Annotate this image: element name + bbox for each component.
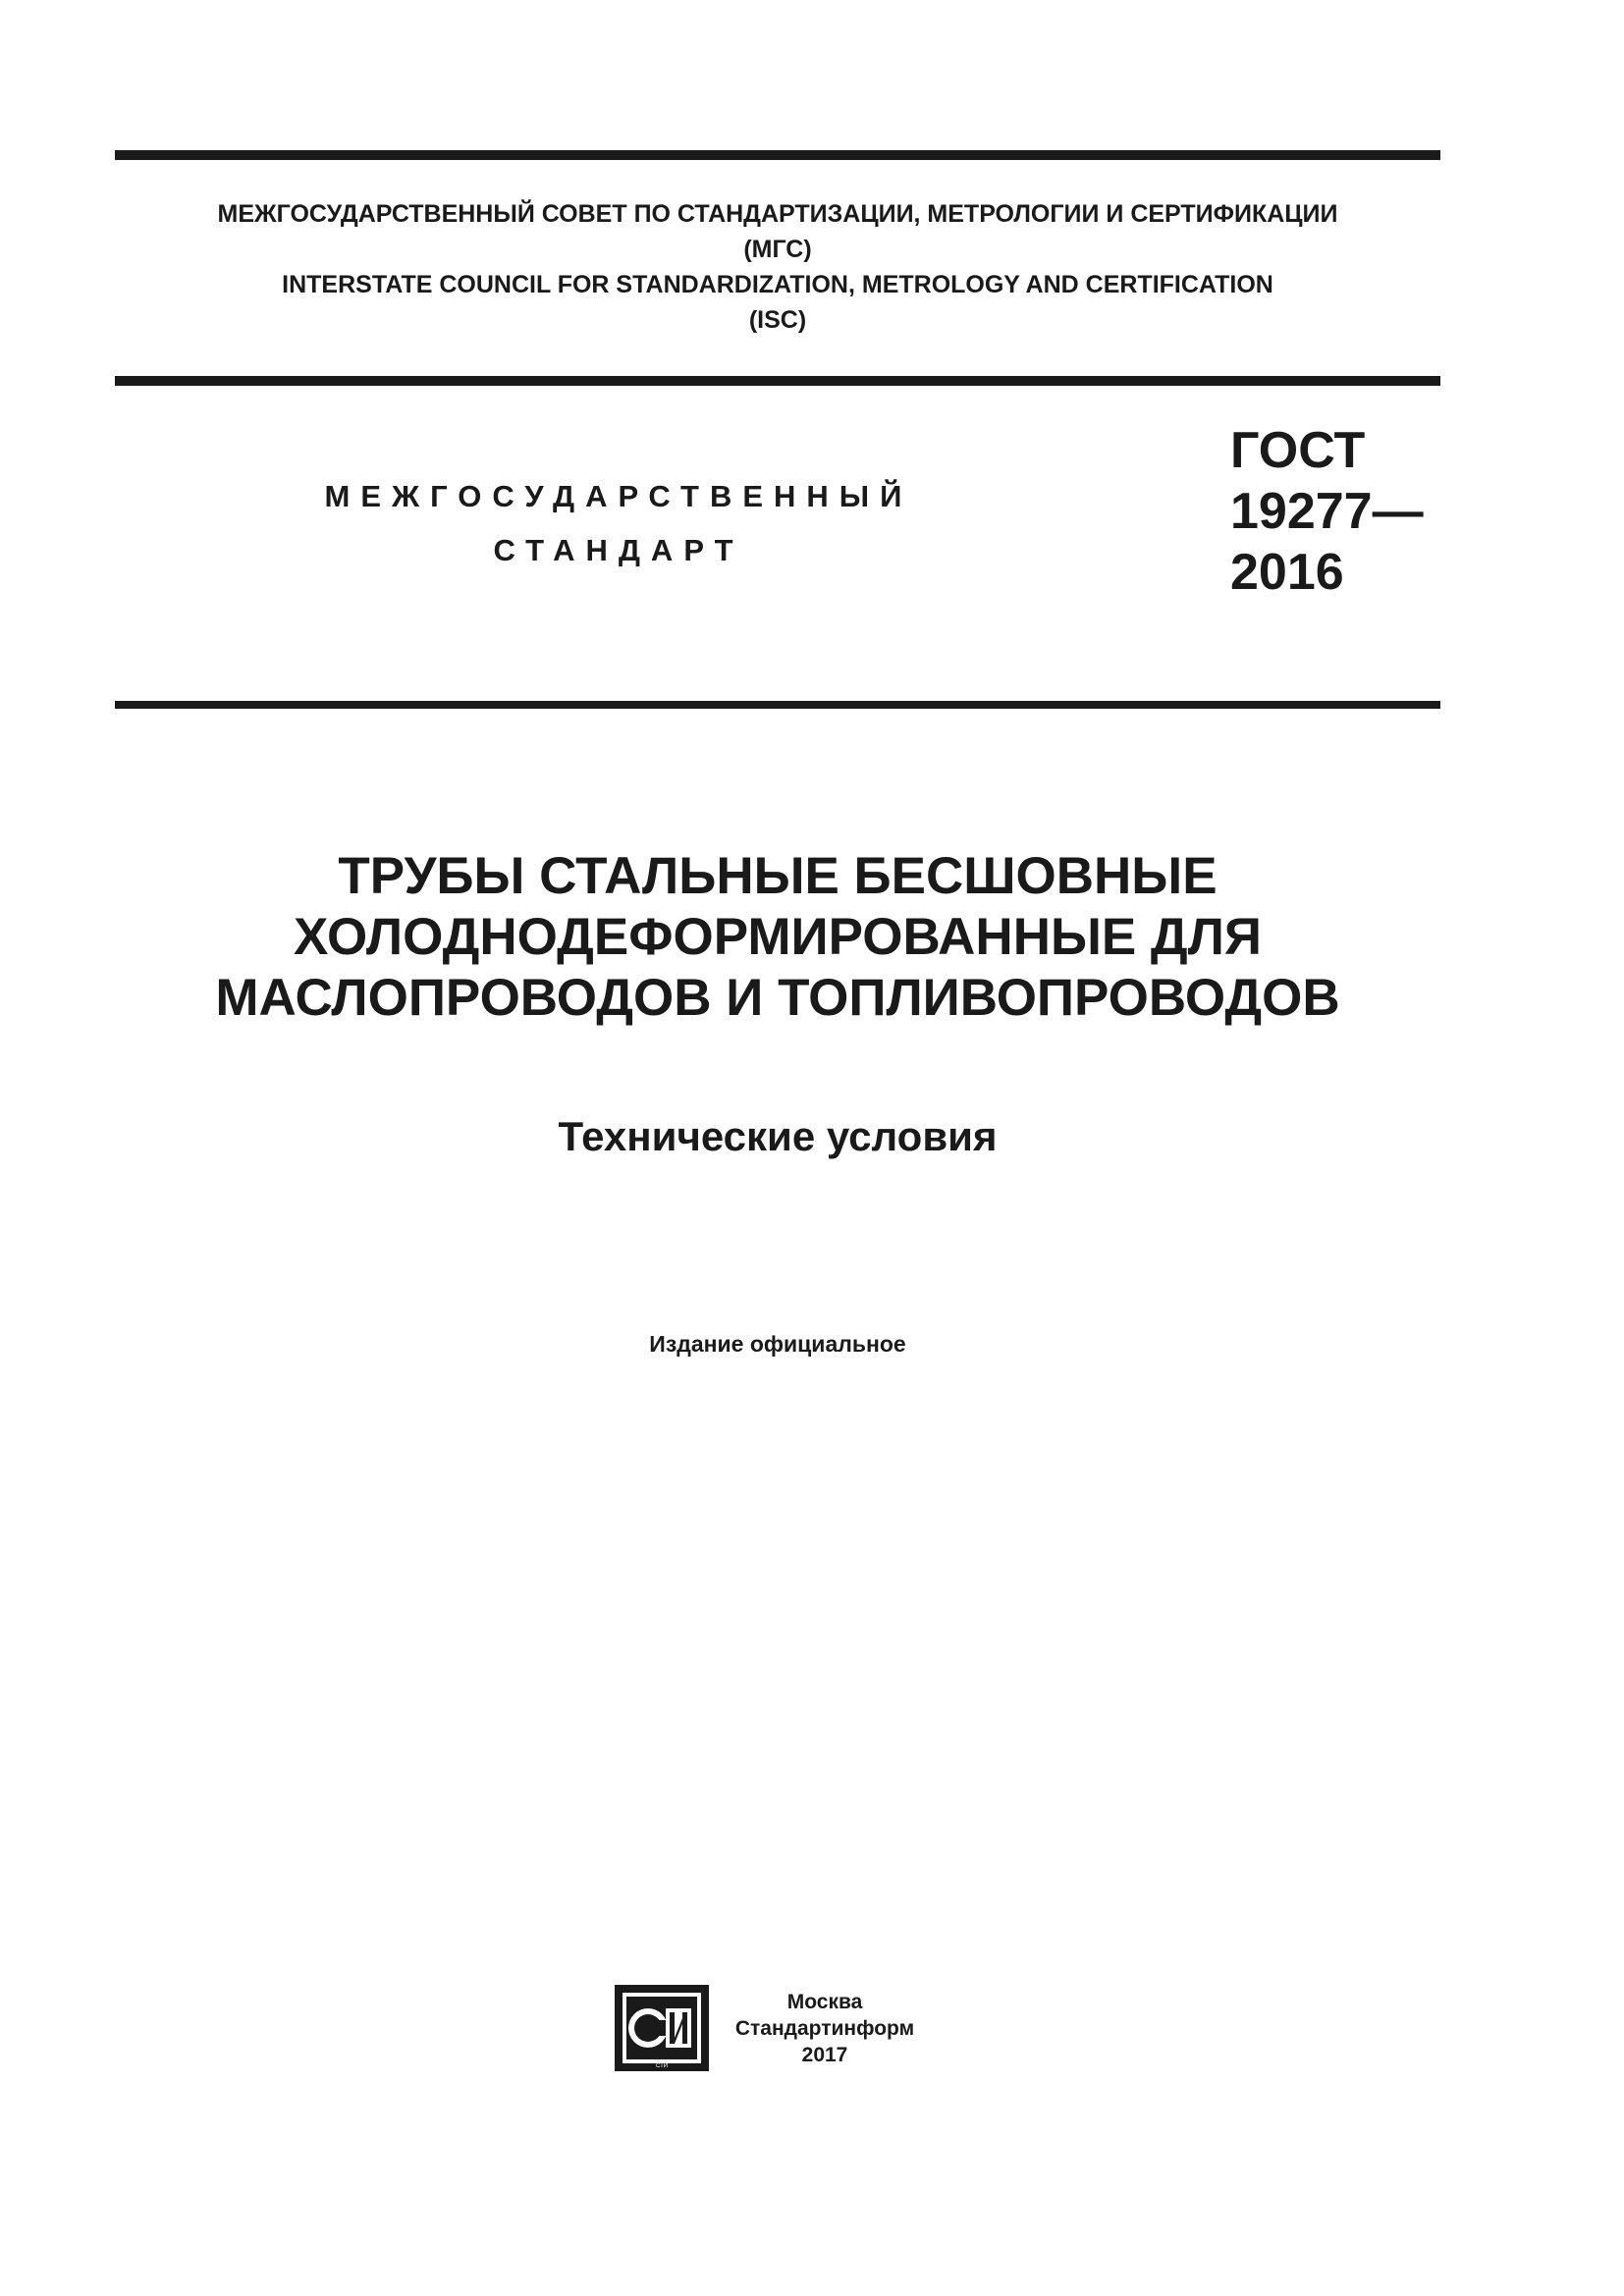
document-subtitle: Технические условия — [558, 1113, 998, 1159]
publisher-year: 2017 — [801, 2044, 848, 2066]
bottom-rule — [115, 701, 1440, 709]
council-header — [115, 196, 1440, 338]
standard-kind-line1: МЕЖГОСУДАРСТВЕННЫЙ — [324, 479, 913, 513]
standard-kind-line2: СТАНДАРТ — [493, 533, 744, 567]
title-line2: ХОЛОДНОДЕФОРМИРОВАННЫЕ ДЛЯ — [294, 908, 1262, 966]
standard-kind — [295, 469, 943, 577]
title-line1: ТРУБЫ СТАЛЬНЫЕ БЕСШОВНЫЕ — [338, 847, 1218, 905]
council-ru-abbr: (МГС) — [743, 236, 812, 263]
publisher-city: Москва — [786, 1991, 863, 2013]
gost-year: 2016 — [1230, 544, 1344, 601]
gost-designation — [1230, 420, 1424, 603]
middle-rule — [115, 376, 1440, 386]
council-en-name: INTERSTATE COUNCIL FOR STANDARDIZATION, METROLOGY AND CERTIFICATION — [282, 271, 1273, 298]
standartinform-logo-icon — [615, 1985, 709, 2071]
title-line3: МАСЛОПРОВОДОВ И ТОПЛИВОПРОВОДОВ — [215, 969, 1340, 1027]
document-title — [115, 846, 1440, 1029]
council-en-abbr: (ISC) — [748, 306, 807, 334]
gost-prefix: ГОСТ — [1230, 422, 1366, 479]
council-ru-name: МЕЖГОСУДАРСТВЕННЫЙ СОВЕТ ПО СТАНДАРТИЗАЦИИ, МЕТРОЛОГИИ И СЕРТИФИКАЦИИ — [217, 200, 1338, 228]
publisher-name: Стандартинформ — [734, 2017, 915, 2040]
edition-note: Издание официальное — [649, 1331, 906, 1357]
svg-text:СТИ: СТИ — [655, 2063, 669, 2069]
gost-number: 19277— — [1230, 483, 1424, 540]
publisher-block — [727, 1989, 923, 2068]
top-rule — [115, 150, 1440, 160]
